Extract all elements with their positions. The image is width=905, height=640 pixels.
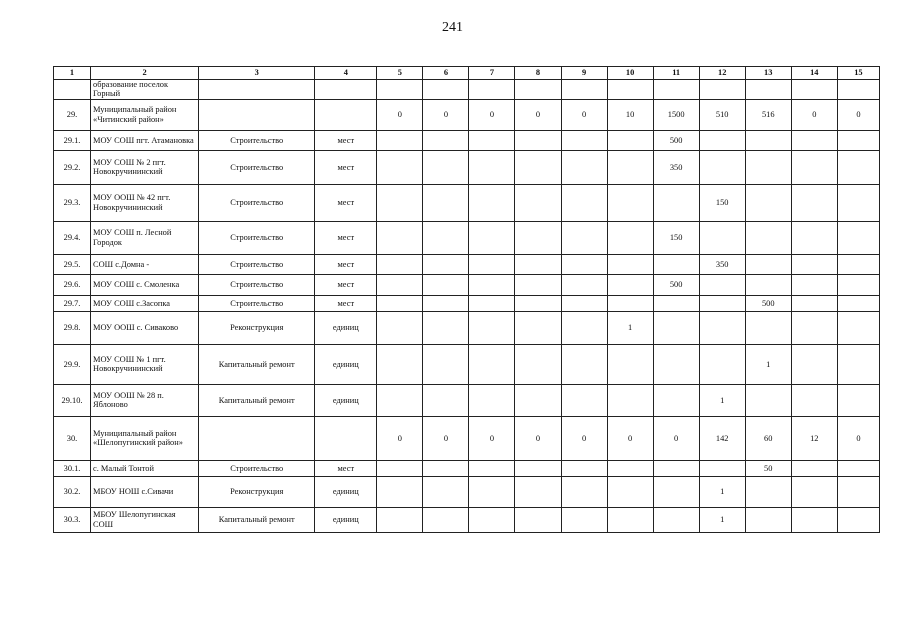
table-cell (469, 460, 515, 476)
table-row (54, 184, 880, 221)
table-cell (791, 295, 837, 311)
table-cell (607, 80, 653, 100)
table-cell (315, 416, 377, 460)
table-cell (791, 274, 837, 295)
table-cell (607, 384, 653, 416)
row-number-cell: 30.3. (54, 507, 91, 532)
table-cell: Реконструкция (199, 476, 315, 507)
table-cell (607, 130, 653, 150)
table-cell (745, 221, 791, 254)
table-cell (377, 184, 423, 221)
table-cell (515, 150, 561, 184)
table-cell: Капитальный ремонт (199, 384, 315, 416)
table-cell (377, 311, 423, 344)
table-cell (837, 476, 879, 507)
table-cell (837, 184, 879, 221)
table-cell (791, 460, 837, 476)
table-cell (837, 311, 879, 344)
table-cell: мест (315, 274, 377, 295)
table-cell: 0 (837, 99, 879, 130)
table-cell (745, 130, 791, 150)
object-name-cell: МОУ СОШ п. Лесной Городок (91, 221, 199, 254)
table-cell (377, 507, 423, 532)
table-cell (837, 130, 879, 150)
table-cell (653, 184, 699, 221)
object-name-cell: МБОУ НОШ с.Сивачи (91, 476, 199, 507)
table-cell (837, 80, 879, 100)
table-cell (423, 507, 469, 532)
row-number-cell: 29. (54, 99, 91, 130)
table-cell (515, 274, 561, 295)
table-cell (423, 311, 469, 344)
row-number-cell: 29.8. (54, 311, 91, 344)
table-cell (377, 80, 423, 100)
object-name-cell: МОУ СОШ № 2 пгт. Новокручининский (91, 150, 199, 184)
table-row (54, 130, 880, 150)
table-cell (791, 344, 837, 384)
table-cell (469, 274, 515, 295)
table-cell (607, 476, 653, 507)
object-name-cell: с. Малый Тонтой (91, 460, 199, 476)
table-cell: 0 (515, 99, 561, 130)
table-row (54, 80, 880, 100)
table-cell (561, 460, 607, 476)
page-number: 241 (442, 20, 463, 35)
table-cell (377, 384, 423, 416)
table-cell: Капитальный ремонт (199, 344, 315, 384)
table-cell (561, 80, 607, 100)
table-cell: мест (315, 221, 377, 254)
table-cell (377, 150, 423, 184)
table-cell: 150 (653, 221, 699, 254)
table-cell (791, 130, 837, 150)
table-cell (745, 150, 791, 184)
table-cell (699, 460, 745, 476)
table-cell (653, 344, 699, 384)
table-cell (837, 344, 879, 384)
table-cell (791, 507, 837, 532)
table-cell (423, 460, 469, 476)
column-header: 1 (54, 67, 91, 80)
table-cell (469, 476, 515, 507)
table-cell (377, 460, 423, 476)
column-header: 5 (377, 67, 423, 80)
table-cell (791, 384, 837, 416)
object-name-cell: СОШ с.Домна - (91, 254, 199, 274)
table-cell (561, 130, 607, 150)
table-cell (745, 274, 791, 295)
table-cell (837, 254, 879, 274)
table-cell (791, 80, 837, 100)
table-cell (469, 254, 515, 274)
object-name-cell: МОУ СОШ с.Засопка (91, 295, 199, 311)
table-cell (515, 184, 561, 221)
table-cell (515, 221, 561, 254)
table-cell: единиц (315, 344, 377, 384)
table-cell (699, 295, 745, 311)
table-cell (653, 311, 699, 344)
table-cell (653, 384, 699, 416)
table-cell (469, 221, 515, 254)
table-cell: 0 (607, 416, 653, 460)
object-name-cell: МОУ СОШ с. Смоленка (91, 274, 199, 295)
table-row (54, 507, 880, 532)
table-cell (315, 99, 377, 130)
table-row (54, 460, 880, 476)
table-cell: 10 (607, 99, 653, 130)
table-cell (745, 311, 791, 344)
table-row (54, 295, 880, 311)
table-row (54, 384, 880, 416)
table-row (54, 476, 880, 507)
row-number-cell: 30.2. (54, 476, 91, 507)
table-row (54, 274, 880, 295)
table-cell (607, 295, 653, 311)
table-cell: 0 (423, 99, 469, 130)
table-cell: единиц (315, 311, 377, 344)
table-cell (607, 507, 653, 532)
table-cell (561, 311, 607, 344)
column-header: 8 (515, 67, 561, 80)
table-cell: 0 (469, 416, 515, 460)
object-name-cell: образование поселок Горный (91, 80, 199, 100)
table-cell: Реконструкция (199, 311, 315, 344)
table-cell (515, 344, 561, 384)
table-cell: единиц (315, 507, 377, 532)
table-cell: Капитальный ремонт (199, 507, 315, 532)
table-cell (745, 384, 791, 416)
table-cell: 142 (699, 416, 745, 460)
table-cell (653, 507, 699, 532)
table-cell (469, 184, 515, 221)
table-cell (423, 221, 469, 254)
table-cell (745, 476, 791, 507)
row-number-cell: 29.4. (54, 221, 91, 254)
table-cell (837, 460, 879, 476)
table-cell (837, 295, 879, 311)
table-cell (377, 476, 423, 507)
table-cell (607, 150, 653, 184)
table-cell: 500 (745, 295, 791, 311)
table-cell (377, 344, 423, 384)
table-cell (837, 384, 879, 416)
table-cell: 1 (699, 476, 745, 507)
object-name-cell: МБОУ Шелопугинская СОШ (91, 507, 199, 532)
table-cell (561, 184, 607, 221)
table-cell (515, 295, 561, 311)
table-cell (653, 254, 699, 274)
row-number-cell: 29.9. (54, 344, 91, 384)
column-header: 13 (745, 67, 791, 80)
column-header: 12 (699, 67, 745, 80)
data-table (53, 66, 880, 533)
table-cell (515, 254, 561, 274)
column-header: 10 (607, 67, 653, 80)
row-number-cell: 30. (54, 416, 91, 460)
header-row (54, 67, 880, 80)
table-cell (745, 184, 791, 221)
table-cell: Строительство (199, 184, 315, 221)
table-cell (423, 254, 469, 274)
table-cell (199, 80, 315, 100)
table-cell (423, 384, 469, 416)
table-cell (515, 311, 561, 344)
table-cell: 500 (653, 130, 699, 150)
table-cell: мест (315, 254, 377, 274)
table-cell (423, 295, 469, 311)
table-cell (745, 507, 791, 532)
table-cell (699, 150, 745, 184)
table-cell (653, 80, 699, 100)
table-cell (423, 274, 469, 295)
column-header: 4 (315, 67, 377, 80)
table-cell (377, 221, 423, 254)
table-cell: Строительство (199, 221, 315, 254)
row-number-cell: 29.6. (54, 274, 91, 295)
table-cell (699, 130, 745, 150)
table-cell (653, 295, 699, 311)
table-cell (515, 476, 561, 507)
table-cell: 12 (791, 416, 837, 460)
table-cell: 0 (377, 99, 423, 130)
table-cell: 1 (699, 507, 745, 532)
table-cell: 0 (837, 416, 879, 460)
table-cell (745, 254, 791, 274)
table-cell (469, 507, 515, 532)
table-cell (745, 80, 791, 100)
column-header: 6 (423, 67, 469, 80)
table-cell (377, 295, 423, 311)
table-cell: Строительство (199, 274, 315, 295)
table-cell (699, 311, 745, 344)
row-number-cell (54, 80, 91, 100)
table-cell: 150 (699, 184, 745, 221)
table-cell (561, 274, 607, 295)
column-header: 11 (653, 67, 699, 80)
table-cell (561, 344, 607, 384)
table-cell: Строительство (199, 295, 315, 311)
table-cell: мест (315, 460, 377, 476)
table-cell (791, 476, 837, 507)
table-cell (607, 184, 653, 221)
table-row (54, 311, 880, 344)
table-cell (837, 274, 879, 295)
object-name-cell: МОУ ООШ № 42 пгт. Новокручининский (91, 184, 199, 221)
table-cell (423, 344, 469, 384)
table-cell: единиц (315, 384, 377, 416)
table-cell (791, 254, 837, 274)
table-cell (469, 150, 515, 184)
table-cell (561, 384, 607, 416)
table-cell: Строительство (199, 150, 315, 184)
table-cell (469, 130, 515, 150)
column-header: 7 (469, 67, 515, 80)
table-cell (377, 274, 423, 295)
table-cell: 1 (607, 311, 653, 344)
table-cell (791, 150, 837, 184)
table-cell (837, 507, 879, 532)
table-cell: 50 (745, 460, 791, 476)
table-cell (469, 295, 515, 311)
table-cell: 500 (653, 274, 699, 295)
row-number-cell: 29.5. (54, 254, 91, 274)
table-cell (561, 254, 607, 274)
column-header: 14 (791, 67, 837, 80)
table-cell (561, 221, 607, 254)
table-cell: 1 (745, 344, 791, 384)
table-cell (837, 221, 879, 254)
column-header: 2 (91, 67, 199, 80)
table-cell (199, 99, 315, 130)
table-cell (469, 80, 515, 100)
table-cell (791, 311, 837, 344)
row-number-cell: 29.3. (54, 184, 91, 221)
column-header: 3 (199, 67, 315, 80)
table-cell (423, 150, 469, 184)
table-cell (469, 384, 515, 416)
object-name-cell: МОУ ООШ № 28 п. Яблоново (91, 384, 199, 416)
table-cell: 0 (561, 416, 607, 460)
table-cell (515, 460, 561, 476)
table-cell: 0 (653, 416, 699, 460)
row-number-cell: 29.2. (54, 150, 91, 184)
table-cell (561, 150, 607, 184)
table-cell: 350 (699, 254, 745, 274)
table-cell: 1 (699, 384, 745, 416)
table-cell: 0 (377, 416, 423, 460)
table-cell (469, 344, 515, 384)
table-cell (607, 274, 653, 295)
table-cell (515, 507, 561, 532)
table-cell (423, 476, 469, 507)
table-cell (607, 460, 653, 476)
table-row (54, 254, 880, 274)
table-cell: 350 (653, 150, 699, 184)
object-name-cell: МОУ ООШ с. Сиваково (91, 311, 199, 344)
table-cell (423, 80, 469, 100)
row-number-cell: 29.10. (54, 384, 91, 416)
table-cell (315, 80, 377, 100)
table-cell (561, 507, 607, 532)
table-cell (423, 130, 469, 150)
table-cell (423, 184, 469, 221)
table-cell (515, 80, 561, 100)
table-row (54, 344, 880, 384)
table-cell (653, 476, 699, 507)
table-cell: Строительство (199, 254, 315, 274)
table-cell: 0 (561, 99, 607, 130)
object-name-cell: Муниципальный район «Шелопугинский район» (91, 416, 199, 460)
table-row (54, 416, 880, 460)
table-cell (607, 254, 653, 274)
row-number-cell: 30.1. (54, 460, 91, 476)
table-cell (607, 221, 653, 254)
table-row (54, 221, 880, 254)
table-cell: единиц (315, 476, 377, 507)
table-cell: мест (315, 184, 377, 221)
table-cell (377, 130, 423, 150)
table-cell: 1500 (653, 99, 699, 130)
object-name-cell: Муниципальный район «Читинский район» (91, 99, 199, 130)
table-cell (561, 295, 607, 311)
table-cell: 0 (423, 416, 469, 460)
object-name-cell: МОУ СОШ пгт. Атамановка (91, 130, 199, 150)
table-cell (699, 274, 745, 295)
table-cell (791, 184, 837, 221)
table-cell: 510 (699, 99, 745, 130)
table-cell: 0 (515, 416, 561, 460)
table-cell (469, 311, 515, 344)
table-cell: Строительство (199, 460, 315, 476)
table-cell (699, 80, 745, 100)
table-cell (515, 130, 561, 150)
table-cell: Строительство (199, 130, 315, 150)
table-cell: мест (315, 295, 377, 311)
table-cell (653, 460, 699, 476)
table-cell (377, 254, 423, 274)
table-row (54, 150, 880, 184)
table-cell (837, 150, 879, 184)
object-name-cell: МОУ СОШ № 1 пгт. Новокручининский (91, 344, 199, 384)
table-cell: мест (315, 150, 377, 184)
table-cell (515, 384, 561, 416)
table-cell: мест (315, 130, 377, 150)
table-cell (561, 476, 607, 507)
table-cell (607, 344, 653, 384)
table-cell (699, 221, 745, 254)
table-cell (199, 416, 315, 460)
table-cell (699, 344, 745, 384)
row-number-cell: 29.7. (54, 295, 91, 311)
table-cell (791, 221, 837, 254)
row-number-cell: 29.1. (54, 130, 91, 150)
table-cell: 60 (745, 416, 791, 460)
table-row (54, 99, 880, 130)
table-cell: 0 (791, 99, 837, 130)
table-cell: 0 (469, 99, 515, 130)
column-header: 9 (561, 67, 607, 80)
column-header: 15 (837, 67, 879, 80)
table-cell: 516 (745, 99, 791, 130)
